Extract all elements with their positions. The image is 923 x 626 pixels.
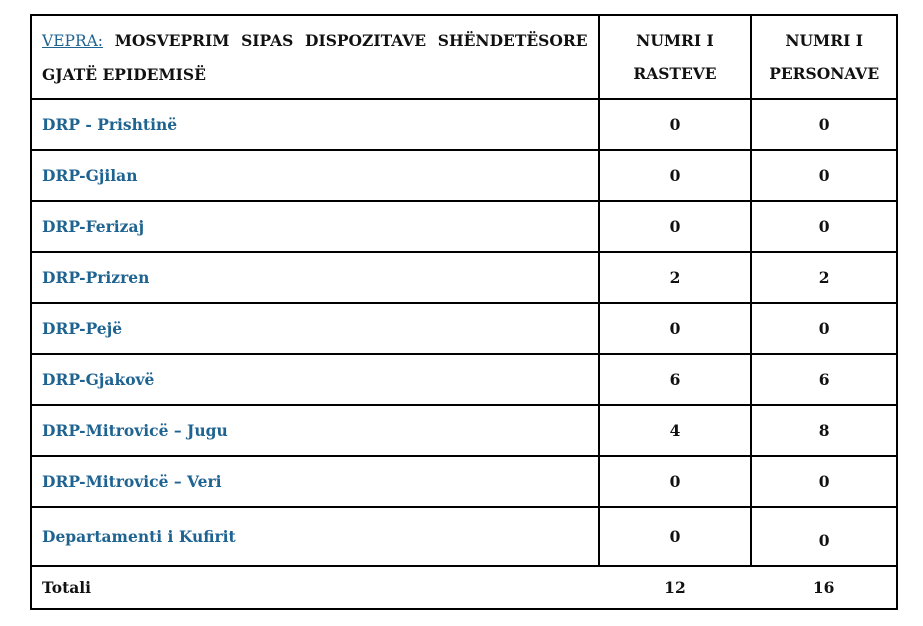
- region-name: DRP - Prishtinë: [31, 99, 599, 150]
- cases-count: 0: [599, 201, 752, 252]
- table-row: [31, 456, 897, 507]
- table-row: [31, 507, 897, 566]
- header-persons: NUMRI I PERSONAVE: [751, 15, 897, 99]
- persons-count: 0: [751, 303, 897, 354]
- region-name: DRP-Ferizaj: [31, 201, 599, 252]
- region-name: DRP-Gjilan: [31, 150, 599, 201]
- region-name: DRP-Mitrovicë – Jugu: [31, 405, 599, 456]
- persons-count: 2: [751, 252, 897, 303]
- header-cases: NUMRI I RASTEVE: [599, 15, 752, 99]
- offense-title-cell: [31, 15, 599, 99]
- table-row: [31, 150, 897, 201]
- persons-count: 0: [751, 150, 897, 201]
- cases-count: 0: [599, 507, 752, 566]
- region-name: DRP-Pejë: [31, 303, 599, 354]
- cases-count: 6: [599, 354, 752, 405]
- region-name: DRP-Gjakovë: [31, 354, 599, 405]
- cases-count: 0: [599, 456, 752, 507]
- persons-count: 0: [751, 201, 897, 252]
- region-name: DRP-Prizren: [31, 252, 599, 303]
- cases-count: 2: [599, 252, 752, 303]
- total-persons: 16: [751, 566, 897, 609]
- persons-count: 8: [751, 405, 897, 456]
- total-cases: 12: [599, 566, 752, 609]
- persons-count: 0: [751, 507, 897, 566]
- total-label: Totali: [31, 566, 599, 609]
- persons-count: 0: [751, 456, 897, 507]
- table-row: [31, 252, 897, 303]
- persons-count: 6: [751, 354, 897, 405]
- table-row: [31, 201, 897, 252]
- region-name: DRP-Mitrovicë – Veri: [31, 456, 599, 507]
- total-row: [31, 566, 897, 609]
- cases-count: 0: [599, 150, 752, 201]
- table-row: [31, 303, 897, 354]
- cases-count: 4: [599, 405, 752, 456]
- offense-title: MOSVEPRIM SIPAS DISPOZITAVE SHËNDETËSORE GJATË EPIDEMISË: [42, 30, 588, 84]
- table-header-row: [31, 15, 897, 99]
- statistics-table: [30, 14, 898, 610]
- offense-label: VEPRA:: [42, 31, 104, 50]
- table-row: [31, 354, 897, 405]
- cases-count: 0: [599, 99, 752, 150]
- table-row: [31, 99, 897, 150]
- cases-count: 0: [599, 303, 752, 354]
- persons-count: 0: [751, 99, 897, 150]
- table-row: [31, 405, 897, 456]
- region-name: Departamenti i Kufirit: [31, 507, 599, 566]
